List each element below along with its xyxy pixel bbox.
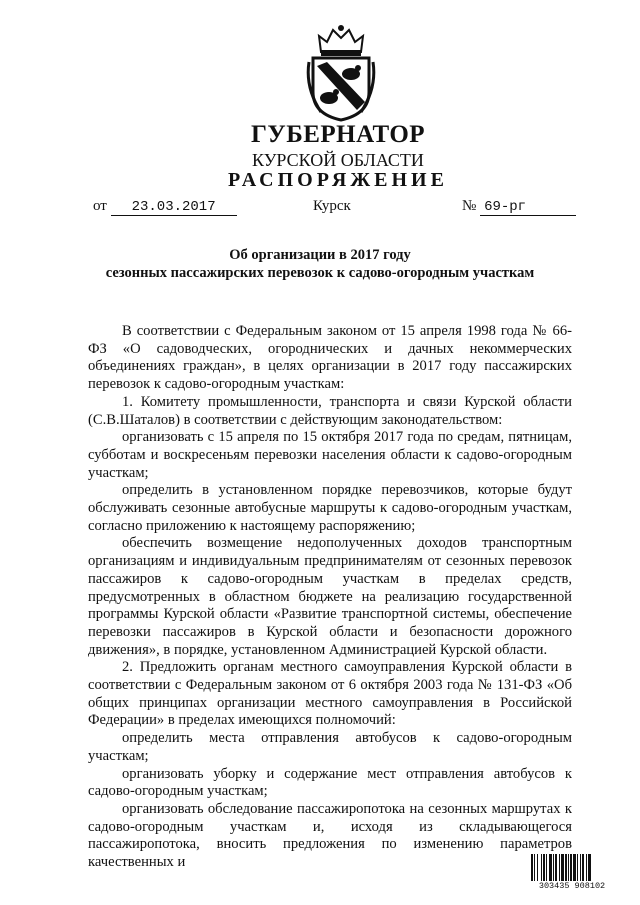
paragraph: обеспечить возмещение недополученных доходов транспортным организациям и индивидуальным предпринимателям от сезонных перевозок пассажиров к садово-огородным участкам в пределах средств, предусмотренных в областном бюджете на реализацию государственной программы Курской области «Развитие транспортной системы, обеспечение перевозки пассажиров в Курской области и безопасности дорожного движения», в порядке, установленном Администрацией Курской области. bbox=[88, 535, 572, 658]
barcode-bar bbox=[582, 854, 584, 882]
barcode-bar bbox=[531, 854, 533, 882]
paragraph: 2. Предложить органам местного самоуправления Курской области в соответствии с Федеральным законом от 6 октября 2003 года № 131-ФЗ «Об общих принципах организации местного самоуправления в Российской Федерации» в пределах имеющихся полномочий: bbox=[88, 659, 572, 729]
barcode-bar bbox=[559, 854, 560, 882]
governor-heading: ГУБЕРНАТОР bbox=[250, 121, 426, 148]
barcode-bar bbox=[577, 854, 578, 882]
number-line bbox=[462, 198, 576, 216]
document-title bbox=[0, 246, 640, 282]
title-line-2: сезонных пассажирских перевозок к садово-огородным участкам bbox=[105, 265, 535, 281]
paragraph: определить в установленном порядке перевозчиков, которые будут обслуживать сезонные автобусные маршруты к садово-огородным участкам, согласно приложению к настоящему распоряжению; bbox=[88, 482, 572, 534]
paragraph: В соответствии с Федеральным законом от 15 апреля 1998 года № 66-ФЗ «О садоводческих, огороднических и дачных некоммерческих объединениях граждан», в целях организации в 2017 году пассажирских перевозок к садово-огородным участкам: bbox=[88, 323, 572, 393]
barcode-number: 303435 908102 bbox=[530, 881, 614, 891]
barcode-bar bbox=[541, 854, 542, 882]
document-date: 23.03.2017 bbox=[111, 200, 237, 216]
coat-of-arms-emblem bbox=[305, 22, 377, 122]
city: Курск bbox=[313, 198, 351, 214]
document-number: 69-рг bbox=[480, 200, 576, 216]
paragraph: организовать с 15 апреля по 15 октября 2017 года по средам, пятницам, субботам и воскресеньям перевозки населения области к садово-огородным участкам; bbox=[88, 429, 572, 481]
barcode-bar bbox=[546, 854, 547, 882]
barcode-bar bbox=[561, 854, 564, 882]
barcode-bar bbox=[537, 854, 538, 882]
barcode-bar bbox=[588, 854, 591, 882]
barcode-bar bbox=[580, 854, 581, 882]
barcode-bar bbox=[549, 854, 552, 882]
barcode-bar bbox=[543, 854, 545, 882]
paragraph: организовать уборку и содержание мест отправления автобусов к садово-огородным участкам; bbox=[88, 765, 572, 800]
paragraph: организовать обследование пассажиропотока на сезонных маршрутах к садово-огородным участкам и, исходя из складывающегося пассажиропотока, вносить предложения по изменению параметров качественных и bbox=[88, 800, 572, 871]
number-label: № bbox=[462, 198, 477, 214]
paragraph: 1. Комитету промышленности, транспорта и связи Курской области (С.В.Шаталов) в соответствии с действующим законодательством: bbox=[88, 393, 572, 428]
barcode-bar bbox=[586, 854, 587, 882]
title-line-1: Об организации в 2017 году bbox=[229, 247, 411, 263]
date-line bbox=[93, 198, 237, 216]
date-label: от bbox=[93, 198, 107, 214]
barcode-bar bbox=[573, 854, 576, 882]
barcode-bar bbox=[570, 854, 572, 882]
document-type-heading: РАСПОРЯЖЕНИЕ bbox=[228, 169, 448, 191]
barcode-bar bbox=[568, 854, 569, 882]
paragraph: определить места отправления автобусов к садово-огородным участкам; bbox=[88, 730, 572, 764]
barcode-bar bbox=[555, 854, 557, 882]
document-body bbox=[88, 323, 572, 872]
barcode-bar bbox=[553, 854, 554, 882]
barcode-bar bbox=[565, 854, 567, 882]
region-heading: КУРСКОЙ ОБЛАСТИ bbox=[252, 150, 424, 170]
barcode-bar bbox=[534, 854, 535, 882]
